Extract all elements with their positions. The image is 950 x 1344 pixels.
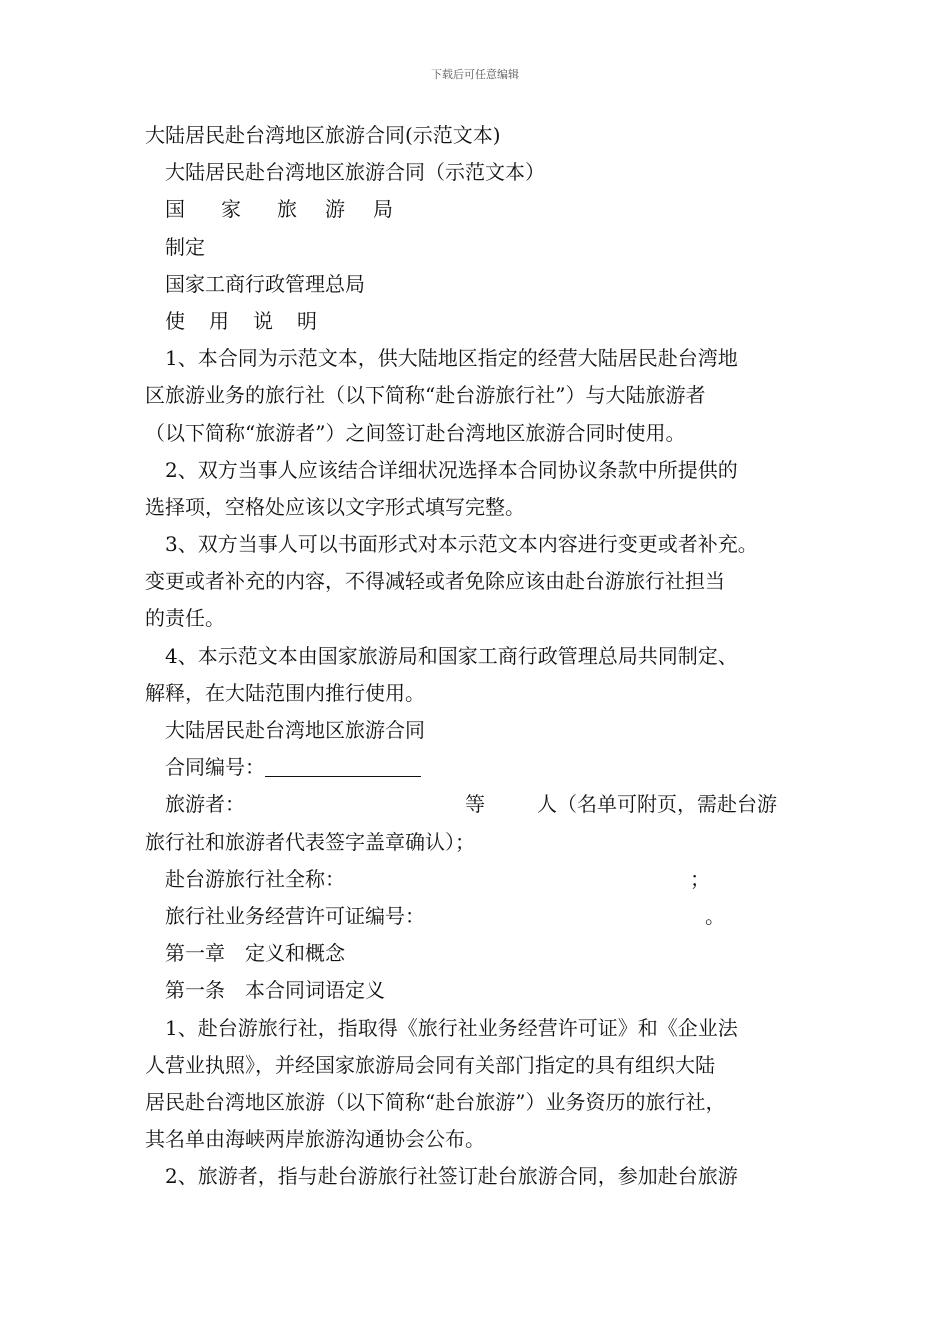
tourist-label: 旅游者： (165, 792, 245, 817)
usage-char: 说 (253, 308, 273, 333)
contract-number-row (145, 749, 810, 786)
usage-char: 使 (165, 308, 185, 333)
paragraph-line: 区旅游业务的旅行社（以下简称“赴台游旅行社”）与大陆旅游者 (145, 383, 706, 408)
paragraph-line: 人营业执照》，并经国家旅游局会同有关部门指定的具有组织大陆 (145, 1052, 715, 1077)
issuer-char: 国 (165, 197, 185, 222)
usage-char: 明 (297, 308, 317, 333)
contract-subtitle: 大陆居民赴台湾地区旅游合同 (165, 718, 425, 742)
issuer-tourism-bureau (145, 191, 810, 228)
agency-name-label: 赴台游旅行社全称： (165, 866, 345, 891)
chapter-heading: 第一章 定义和概念 (165, 941, 345, 966)
doc-title: 大陆居民赴台湾地区旅游合同(示范文本) (145, 123, 501, 147)
usage-char: 用 (209, 308, 229, 333)
contract-number-blank[interactable] (265, 756, 421, 777)
tourist-count-label: 等 (465, 792, 485, 817)
paragraph-line: （以下简称“旅游者”）之间签订赴台湾地区旅游合同时使用。 (145, 420, 686, 445)
paragraph-line: 1、赴台游旅行社，指取得《旅行社业务经营许可证》和《企业法 (165, 1015, 738, 1040)
paragraph-line: 2、双方当事人应该结合详细状况选择本合同协议条款中所提供的 (165, 457, 738, 482)
issuer-char: 家 (221, 197, 241, 222)
document-body (145, 117, 810, 1195)
paragraph-line: 变更或者补充的内容，不得减轻或者免除应该由赴台游旅行社担当 (145, 569, 725, 594)
license-number-row (145, 898, 810, 935)
agency-name-row (145, 861, 810, 898)
contract-number-label: 合同编号： (165, 755, 265, 780)
issuer-char: 旅 (277, 197, 297, 222)
paragraph-line: 解释，在大陆范围内推行使用。 (145, 680, 425, 705)
usage-heading (145, 303, 810, 340)
issuer-char: 局 (373, 197, 393, 222)
paragraph-line: 1、本合同为示范文本，供大陆地区指定的经营大陆居民赴台湾地 (165, 346, 738, 371)
paragraph-line: 居民赴台湾地区旅游（以下简称“赴台旅游”）业务资历的旅行社， (145, 1089, 726, 1114)
license-number-label: 旅行社业务经营许可证编号： (165, 903, 425, 928)
agency-name-end: ； (690, 866, 710, 891)
paragraph-line: 4、本示范文本由国家旅游局和国家工商行政管理总局共同制定、 (165, 643, 738, 668)
paragraph-line: 的责任。 (145, 606, 225, 631)
paragraph-line: 旅行社和旅游者代表签字盖章确认）； (145, 829, 475, 854)
paragraph-line: 选择项，空格处应该以文字形式填写完整。 (145, 494, 525, 519)
article-heading: 第一条 本合同词语定义 (165, 978, 385, 1003)
paragraph-line: 其名单由海峡两岸旅游沟通协会公布。 (145, 1127, 485, 1152)
issuer-made: 制定 (165, 234, 205, 259)
page-header: 下载后可任意编辑 (431, 68, 519, 81)
tourist-row (145, 786, 810, 823)
contract-title: 大陆居民赴台湾地区旅游合同（示范文本） (165, 160, 545, 185)
issuer-char: 游 (325, 197, 345, 222)
paragraph-line: 3、双方当事人可以书面形式对本示范文本内容进行变更或者补充。 (165, 532, 758, 557)
paragraph-line: 2、旅游者，指与赴台游旅行社签订赴台旅游合同，参加赴台旅游 (165, 1164, 738, 1189)
issuer-saic: 国家工商行政管理总局 (165, 271, 365, 296)
license-number-end: 。 (705, 903, 725, 928)
tourist-note: 人（名单可附页，需赴台游 (537, 792, 777, 817)
